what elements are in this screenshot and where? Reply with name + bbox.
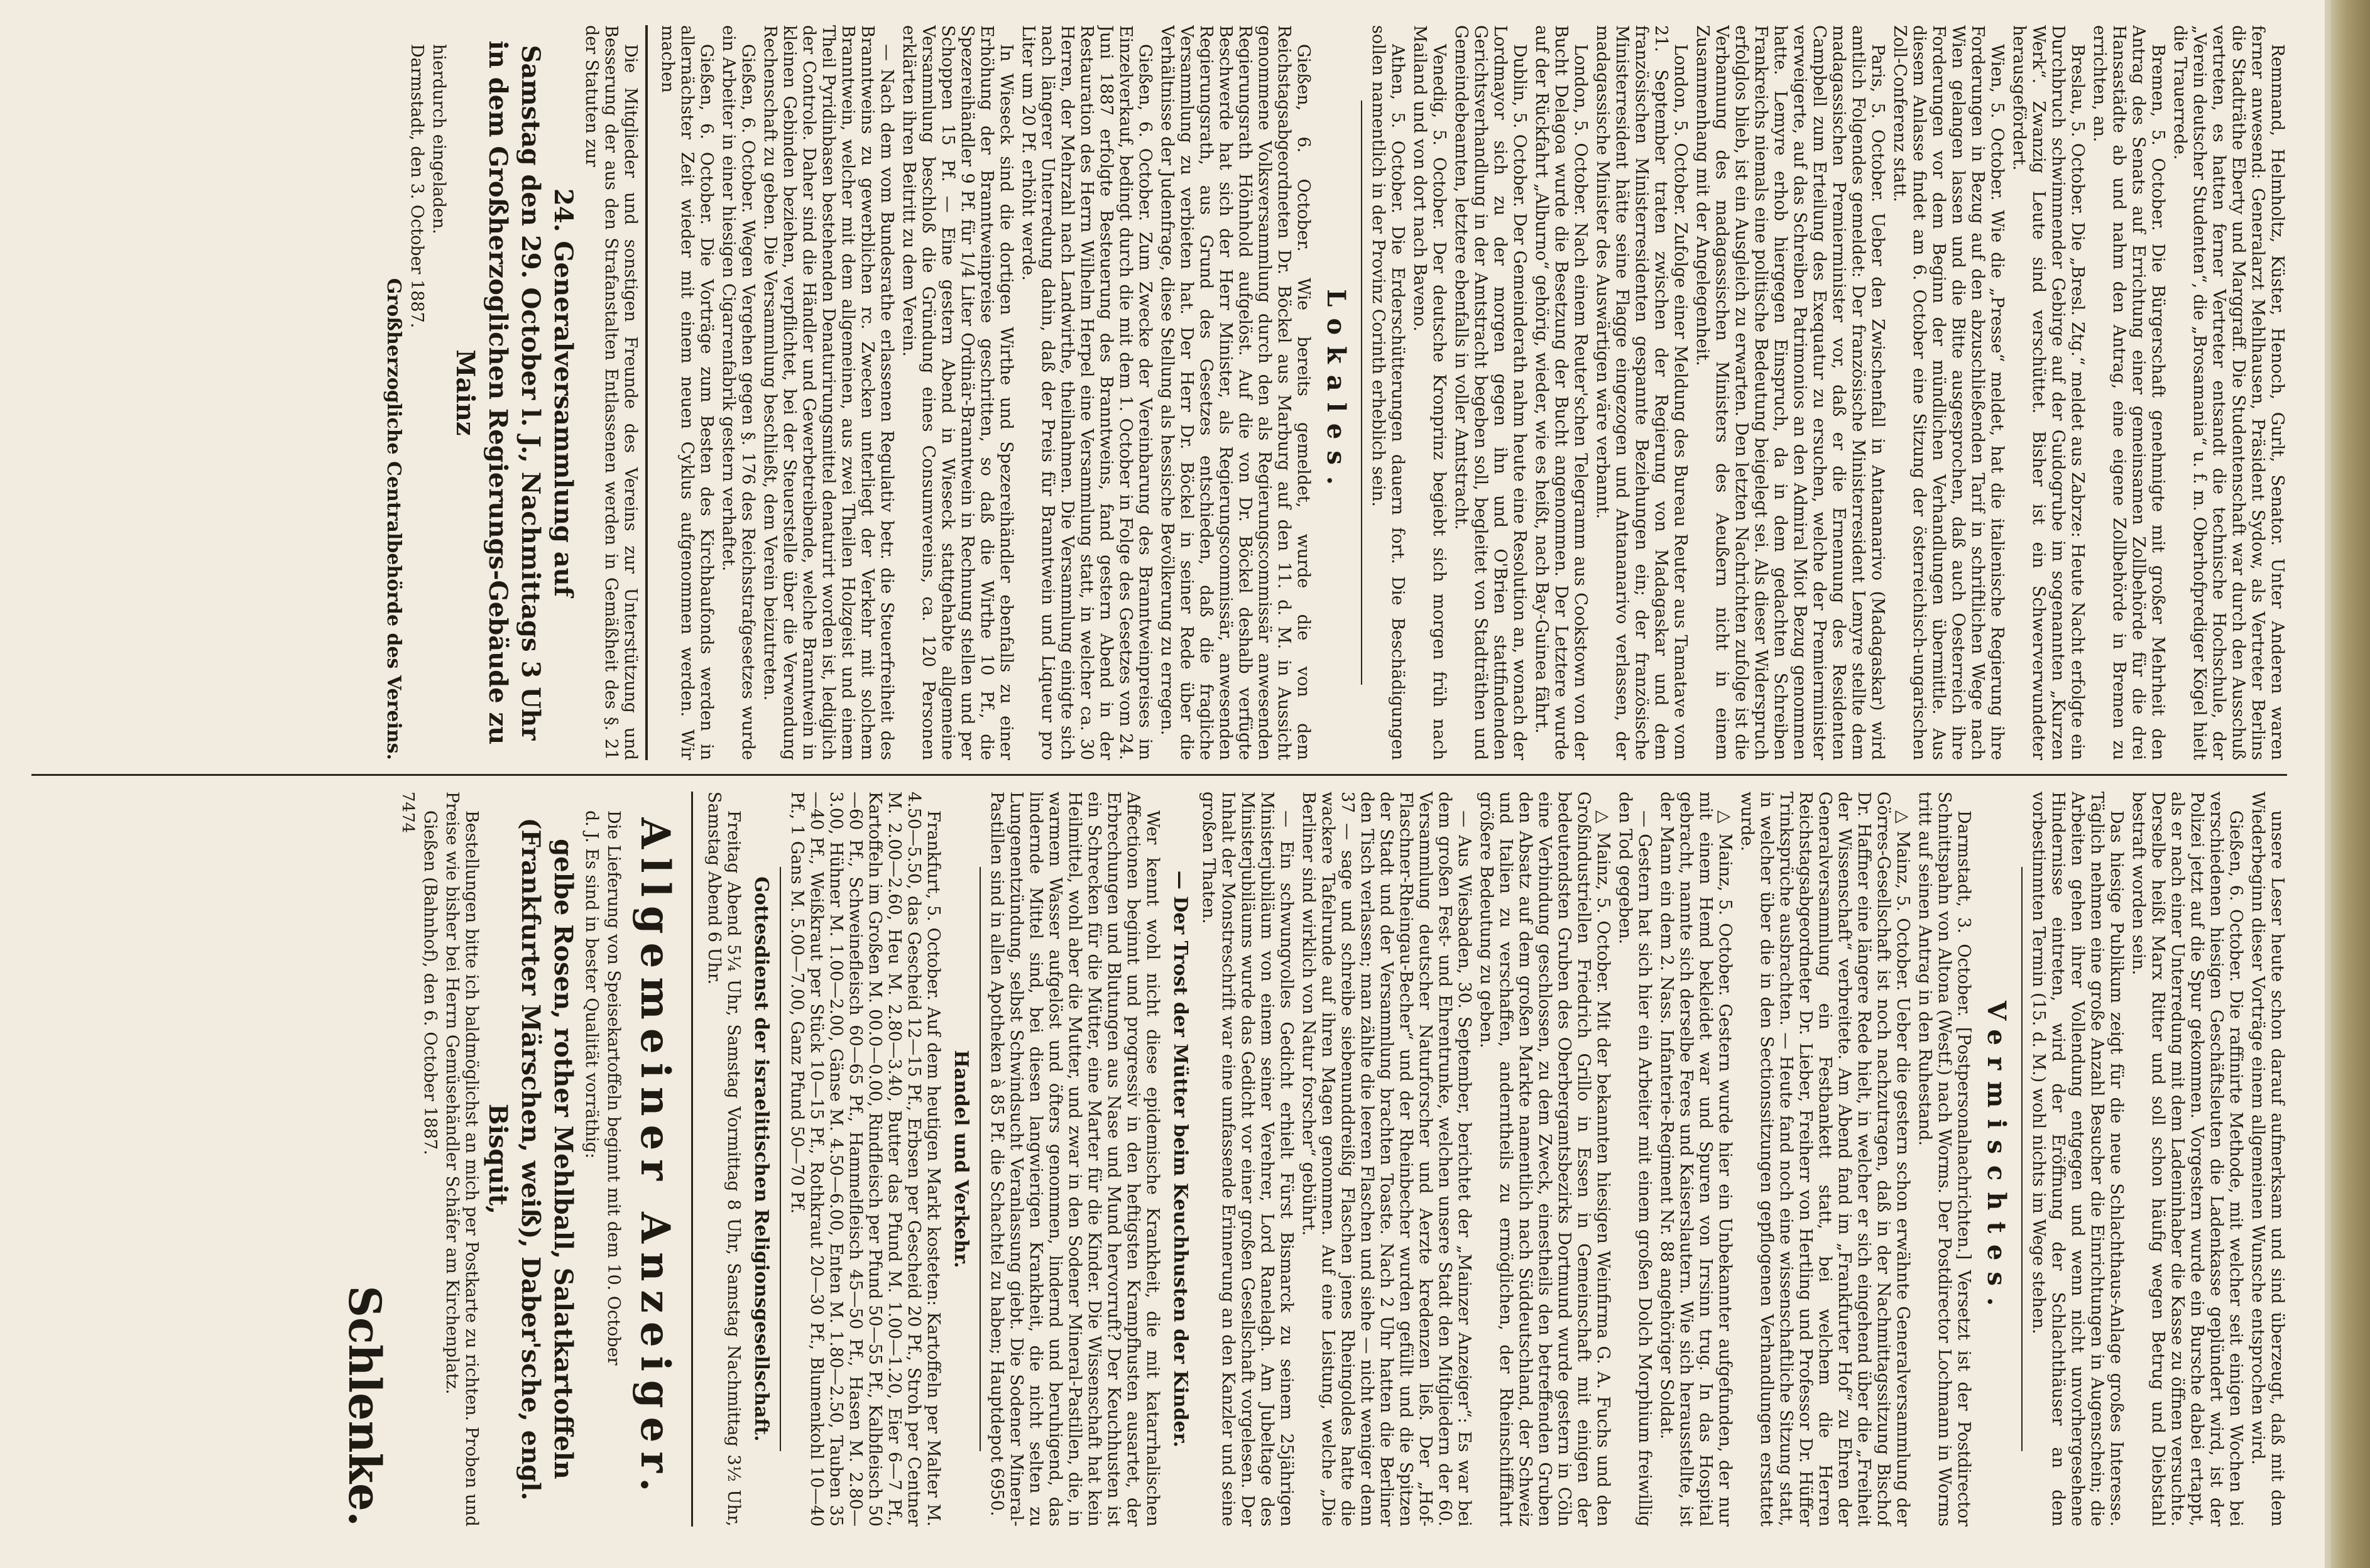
column-right bbox=[31, 792, 2287, 1527]
article-giessen-theft: Gießen, 6. October. Die raffinirte Methode, mit welcher seit einigen Wochen bei verschiedenen hiesigen Geschäftsleuten die Ladenkasse geplündert wird, ist der Polizei jetzt auf die Spur gekommen. Vorgestern wurde ein Bursche dabei ertappt, als er nach einer Unterredung mit dem Ladeninhaber die Kasse zu öffnen versuchte. Derselbe heißt Marx Ritter und soll schon häufig wegen Betrug und Diebstahl bestraft worden sein. bbox=[2129, 792, 2246, 1527]
article-mainz-3: — Gestern hat sich hier ein Arbeiter mit einem großen Dolch Morphium freiwillig den Tod gegeben. bbox=[1615, 792, 1654, 1527]
article-giessen-2: Gießen, 6. October. Zum Zwecke der Vereinbarung des Branntweinpreises im Einzelverkauf, bedingt durch die mit dem 1. October in Folge des Gesetzes vom 24. Juni 1887 erfolgte Besteuerung des Branntweins, fand gestern Abend in der Restauration des Herrn Wilhelm Herpel eine Versammlung statt, in welcher ca. 30 Herren, der Mehrzahl nach Landwirthe, theilnahmen. Die Versammlung einigte sich nach längerer Unterredung dahin, daß der Preis für Branntwein und Liqueur pro Liter um 20 Pf. erhöht werde. bbox=[1018, 25, 1155, 760]
article-venedig: Venedig, 5. October. Der deutsche Kronprinz begiebt sich morgen früh nach Mailand und von dort nach Baveno. bbox=[1410, 25, 1449, 760]
divider bbox=[980, 867, 981, 1451]
article-keuchhusten: Wer kennt wohl nicht diese epidemische Krankheit, die mit katarrhalischen Affectionen beginnt und progressiv in den heftigsten Krampfhusten ausartet, der Erbrechungen und Blutungen aus Nase und Mund hervorruft? Der Keuchhusten ist ein Schrecken für die Mütter, eine Marter für die Kinder. Die Wissenschaft hat kein Heilmittel, wohl aber die Mutter, und zwar in den Sodener Mineral-Pastillen, die, in warmem Wasser aufgelöst und öfters genommen, lindernd und beruhigend, das lindernde Mittel sind, bei diesen langwierigen Krankheit, die nicht selten zu Lungenentzündung, selbst Schwindsucht Veranlassung giebt. Die Sodener Mineral-Pastillen sind in allen Apotheken à 85 Pf. die Schachtel zu haben; Hauptdepot 6950. bbox=[987, 792, 1162, 1527]
column-left bbox=[31, 25, 2287, 760]
section-heading-anzeiger: Allgemeiner Anzeiger. bbox=[631, 817, 679, 1501]
notice-box bbox=[384, 25, 648, 760]
notice-signature: Großherzogliche Centralbehörde des Vereins. bbox=[383, 278, 405, 760]
ad-kartoffeln-order: Bestellungen bitte ich baldmöglichst an mich per Postkarte zu richten. Proben und Preise wie bisher bei Herrn Gemüsehändler Schäfer am Kirchenplatz. bbox=[442, 792, 481, 1527]
article-london-2: London, 5. October. Nach einem Reuter'schen Telegramm aus Cookstown von der Bucht Delagoa wurde die Besetzung der Bucht angenommen. Der Letztere wurde auf der Rückfahrt „Alburno“ gehörig, wieder, wie es heißt, nach Bay-Guinea fährt. bbox=[1532, 25, 1590, 760]
article-mainz-4: △ Mainz, 5. October. Mit der bekannten hiesigen Weinfirma G. A. Fuchs und den Großindustriellen Friedrich Grillo in Essen in Gemeinschaft mit einigen der bedeutendsten Gruben des Oberbergamtsbezirks Dortmund wurde gestern in Cöln eine Verbindung geschlossen, zu dem Zweck, einestheils den betreffenden Gruben den Absatz auf dem großen Markte namentlich nach Süddeutschland, der Schweiz und Italien zu verschaffen, anderntheils zu ermöglichen, der Rheinschifffahrt größere Bedeutung zu geben. bbox=[1477, 792, 1613, 1527]
article-bremen: Bremen, 5. October. Die Bürgerschaft genehmigte mit großer Mehrheit den Antrag des Senats auf Errichtung einer gemeinsamen Zollbehörde für die drei Hansastädte ab und nahm den Antrag, eine eigene Zollbehörde in Bremen zu errichten, an. bbox=[2090, 25, 2168, 760]
article-breslau: Breslau, 5. October. Die „Bresl. Ztg.“ meldet aus Zabrze: Heute Nacht erfolgte ein Durchbruch schwimmender Gebirge auf der Guidogrube im sogenannten „Kurzen Werk“. Zwanzig Leute sind verschüttet. Bisher ist ein Schwerverwundeter herausgefördert. bbox=[2009, 25, 2087, 760]
ad-dateline: Gießen (Bahnhof), den 6. October 1887. bbox=[420, 810, 440, 1155]
article-giessen-1: Gießen, 6. October. Wie bereits gemeldet, wurde die von dem Reichstagsabgeordneten Dr. Böckel aus Marburg auf den 11. d. M. in Aussicht genommene Volksversammlung durch den als Regierungscommissär anwesenden Regierungsrath Höhnhold aufgelöst. Auf die von Dr. Böckel deshalb verfügte Beschwerde hat sich der Herr Minister, als Regierungscommissär, anwesenden Regierungsrath, aus Grund des Gesetzes entschieden, daß die fragliche Versammlung zu verbieten hat. Der Herr Dr. Böckel in seiner Rede über die Verhältnisse der Judenfrage, diese Stellung als hessische Bevölkerung zu erregen. bbox=[1157, 25, 1313, 760]
notice-invitation: hierdurch eingeladen. bbox=[429, 44, 449, 234]
notice-text: Die Mitglieder und sonstigen Freunde des Vereins zur Unterstützung und Besserung der aus den Strafanstalten Entlassenen werden in Gemäßheit des §. 21 der Statuten zur bbox=[582, 25, 640, 760]
ad-kartoffeln-varieties: gelbe Rosen, rother Mehlball, Salatkartoffeln (Frankfurter Märschen, weiß), Daber'sche, engl. Bisquit, bbox=[483, 817, 578, 1501]
gottesdienst-times: Freitag Abend 5¼ Uhr, Samstag Vormittag 8 Uhr, Samstag Nachmittag 3½ Uhr, Samstag Abend 6 Uhr. bbox=[704, 792, 743, 1527]
notice-location: in dem Großherzoglichen Regierungs-Gebäude zu Mainz bbox=[451, 40, 513, 745]
ad-signature: Schlenke. bbox=[339, 1285, 391, 1527]
article-berlin-funeral: Remmand, Helmholtz, Küster, Henoch, Gurlt, Senator. Unter Anderen waren ferner anwesend: Generalarzt Mehlhausen, Präsident Sydow, als Vertreter Berlins die Stadträthe Eberty und Marggraff. Die Studentenschaft war durch den Ausschuß vertreten, es hatten ferner Vertreter entsandt die technische Hochschule, der „Verein deutscher Studenten“, die „Brosamania“ u. f. m. Oberhofprediger Kögel hielt die Trauerrede. bbox=[2170, 25, 2287, 760]
page-binding-edge bbox=[2331, 0, 2370, 1568]
divider-thick bbox=[691, 792, 693, 1527]
notice-dateline: Darmstadt, den 3. October 1887. bbox=[407, 44, 427, 329]
article-bismarck: — Ein schwungvolles Gedicht erhielt Fürst Bismarck zu seinem 25jährigen Ministerjubiläum von einem seiner Verehrer, Lord Ranelagh. Am Jubeltage des Ministerjubiläums wurde das Gedicht vor einer großen Gesellschaft vorgelesen. Der Inhalt der Monstreschrift war eine umfassende Erinnerung an den Kanzler und seine großen Thaten. bbox=[1199, 792, 1296, 1527]
article-mainz-2: △ Mainz, 5. October. Gestern wurde hier ein Unbekannter aufgefunden, der nur mit einem Hemd bekleidet war und Spuren von Irrsinn trug. In das Hospital gebracht, nannte sich derselbe Feres und Kaiserslautern. Wie sich herausstellte, ist der Mann ein dem 2. Nass. Infanterie-Regiment Nr. 88 angehöriger Soldat. bbox=[1657, 792, 1735, 1527]
article-paris: Paris, 5. October. Ueber den Zwischenfall in Antananarivo (Madagaskar) wird amtlich Folgendes gemeldet: Der französische Ministerresident Lemyre stellte dem madagassischen Premierminister vor, daß er die Ernennung des Residenten Campbell zum Erteilung des Exequatur zu ersuchen, welche der Premierminister verweigerte, auf das Schreiben Patrimonios an den Admiral Miot Bezug genommen hatte. Lemyre erhob hiergegen Einspruch, da in dem gedachten Schreiben Frankreichs niemals eine politische Bedeutung beigelegt sei. Als dieser Widerspruch erfolglos blieb, ist ein Ausgleich zu erwarten. Den letzten Nachrichten zufolge ist die Verbannung des madagassischen Ministers des Aeußern nicht in einem Zusammenhang mit der Angelegenheit. bbox=[1693, 25, 1887, 760]
article-branntwein: — Nach dem vom Bundesrathe erlassenen Regulativ betr. die Steuerfreiheit des Branntweins zu gewerblichen rc. Zwecken unterliegt der Verkehr mit solchem Branntwein, welcher mit dem allgemeinen, aus zwei Theilen Holzgeist und einem Theil Pyridinbasen bestehenden Denaturirungsmittel denaturirt worden ist, lediglich der Controle. Daher sind die Händler und Gewerbetreibende, welche Branntwein in kleinen Gebinden beziehen, verpflichtet, bei der Steuerstelle über die Verwendung Rechenschaft zu geben. Die Versammlung beschließt, dem Verein beizutreten. bbox=[760, 25, 897, 760]
column-divider bbox=[31, 774, 2287, 776]
divider bbox=[780, 867, 781, 1451]
section-heading-lokales: Lokales. bbox=[1321, 289, 1351, 496]
article-darmstadt: Darmstadt, 3. October. [Postpersonalnachrichten.] Versetzt ist der Postdirector Schnittspahn von Altona (Westf.) nach Worms. Der Postdirector Lochmann in Worms tritt auf seinen Antrag in den Ruhestand. bbox=[1915, 792, 1974, 1527]
article-dublin: Dublin, 5. October. Der Gemeinderath nahm heute eine Resolution an, wonach der Lordmayor sich zu der morgen gegen ihn und O'Brien stattfindenden Gerichtsverhandlung in der Amtstracht begeben soll, begleitet von Stadträthen und Gemeindebeamten, letztere ebenfalls in voller Amtstracht. bbox=[1451, 25, 1529, 760]
section-heading-gottesdienst: Gottesdienst der israelitischen Religionsgesellschaft. bbox=[750, 876, 772, 1442]
article-schlachthaus: Das hiesige Publikum zeigt für die neue Schlachthaus-Anlage großes Interesse. Täglich nehmen eine große Anzahl Besucher die Einrichtungen in Augenschein; die Arbeiten gehen ihrer Vollendung entgegen und wenn nicht unvorhergesehene Hindernisse eintreten, wird der Eröffnung der Schlachthäuser an dem vorbestimmten Termin (15. d. M.) wohl nichts im Wege stehen. bbox=[2029, 792, 2126, 1527]
notice-date-time: Samstag den 29. October l. J., Nachmittags 3 Uhr bbox=[516, 45, 545, 741]
notice-assembly: 24. Generalversammlung auf bbox=[549, 188, 578, 597]
article-athen: Athen, 5. October. Die Erderschütterungen dauern fort. Die Beschädigungen sollen namentlich in der Provinz Corinth erheblich sein. bbox=[1368, 25, 1407, 760]
article-london: London, 5. October. Zufolge einer Meldung des Bureau Reuter aus Tamatave vom 21. September traten zwischen der Regierung von Madagaskar und dem französischen Ministerresidenten gespannte Beziehungen ein; der französische Ministerresident hätte seine Flagge eingezogen und Antananarivo verlassen, der madagassische Minister des Auswärtigen wäre verbannt. bbox=[1593, 25, 1690, 760]
article-wiesbaden: — Aus Wiesbaden, 30. September, berichtet der „Mainzer Anzeiger“: Es war bei dem großen Fest- und Ehrentrunke, welchen unsere Stadt den Mitgliedern der 60. Versammlung deutscher Naturforscher und Aerzte kredenzen ließ. Der „Hof-Flaschner-Rheingau-Becher“ und der Rheinbecher wurden gefüllt und die Spitzen der Stadt und der Versammlung brachten Toaste. Nach 2 Uhr hatten die Berliner den Tisch verlassen; man zählte die leeren Flaschen und siehe — nicht weniger denn 37 — sage und schreibe siebenunddreißig Flaschen jenes Rheingoldes hatte die wackere Tafelrunde auf ihren Magen genommen. Auf eine Leistung, welche „Die Berliner sind wirklich von Natur forscher“ gebührt. bbox=[1299, 792, 1474, 1527]
ad-kartoffeln-text: Die Lieferung von Speisekartoffeln beginnt mit dem 10. October bbox=[604, 810, 623, 1366]
divider bbox=[1361, 101, 1362, 685]
divider bbox=[2021, 867, 2023, 1451]
article-mainz-1: △ Mainz, 5. October. Ueber die gestern schon erwähnte Generalversammlung der Görres-Gesellschaft ist noch nachzutragen, daß in der Nachmittagssitzung Bischof Dr. Haffner eine längere Rede hielt, in welcher er sich eingehend über die „Freiheit der Wissenschaft“ verbreitete. Am Abend fand im „Frankfurter Hof“ zu Ehren der Generalversammlung ein Festbankett statt, bei welchem die Herren Reichstagsabgeordneter Dr. Lieber, Freiherr von Hertling und Professor Dr. Hüffer Trinksprüche ausbrachten. — Heute fand noch eine wissenschaftliche Sitzung statt, in welcher über die in den Sectionssitzungen gepflogenen Verhandlungen erstattet wurde. bbox=[1737, 792, 1913, 1527]
section-heading-handel: Handel und Verkehr. bbox=[950, 1050, 972, 1268]
ad-kartoffeln-lead: d. J. Es sind in bester Qualität vorräthig: bbox=[582, 810, 601, 1159]
ad-number: 7474 bbox=[398, 792, 417, 834]
section-heading-vermischtes: Vermischtes. bbox=[1982, 1001, 2011, 1317]
article-wieseck: In Wieseck sind die dortigen Wirthe und Spezereihändler ebenfalls zu einer Erhöhung der Branntweinpreise geschritten, so daß die Wirthe 10 Pf., die Spezereihändler 9 Pf. für 1/4 Liter Ordinär-Branntwein in Rechnung stellen und per Schoppen 15 Pf. — Eine gestern Abend in Wieseck stattgehabte allgemeine Versammlung beschloß die Gründung eines Consumvereins, ca. 120 Personen erklärten ihren Beitritt zu dem Verein. bbox=[899, 25, 1016, 760]
article-heading-keuchhusten: — Der Trost der Mütter beim Keuchhusten der Kinder. bbox=[1169, 870, 1191, 1448]
article-wien: Wien, 5. October. Wie die „Presse“ meldet, hat die italienische Regierung ihre Forderungen in Bezug auf den abzuschließenden Tarif in schriftlichen Wege nach Wien gelangen lassen und die Bitte ausgesprochen, daß auch Oesterreich ihre Forderungen vor dem Beginn der mündlichen Verhandlungen übermittle. Aus diesem Anlasse findet am 6. October eine Sitzung der österreichisch-ungarischen Zoll-Conferenz statt. bbox=[1890, 25, 2007, 760]
article-giessen-6: Gießen, 6. October. Die Vorträge zum Besten des Kirchbaufonds werden in allernächster Zeit wieder mit einem neuen Cyklus aufgenommen werden. Wir machen bbox=[658, 25, 716, 760]
article-giessen-5: Gießen, 6. October. Wegen Vergehen gegen §. 176 des Reichsstrafgesetzes wurde ein Arbeiter in einer hiesigen Cigarrenfabrik gestern verhaftet. bbox=[719, 25, 758, 760]
article-continuation: unsere Leser heute schon darauf aufmerksam und sind überzeugt, daß mit dem Wiederbeginn dieser Vorträge einem allgemeinen Wunsche entsprochen wird. bbox=[2248, 792, 2287, 1527]
article-frankfurt-market: Frankfurt, 5. October. Auf dem heutigen Markt kosteten: Kartoffeln per Malter M. 4.50—5.50, das Gescheid 12—15 Pf., Erbsen per Gescheid 20 Pf., Stroh per Centner M. 2.00—2.60, Heu M. 2.80—3.40, Butter das Pfund M. 1.00—1.20, Eier 6—7 Pf., Kartoffeln im Großen M. 00.0—0.00, Rindfleisch per Pfund 50—55 Pf., Kalbfleisch 50—60 Pf., Schweinefleisch 60—65 Pf., Hammelfleisch 45—50 Pf., Hasen M. 2.80—3.00, Hühner M. 1.00—2.00, Gänse M. 4.50—6.00, Enten M. 1.80—2.50, Tauben 35—40 Pf., Weißkraut per Stück 10—15 Pf., Rothkraut 20—30 Pf., Blumenkohl 10—40 Pf., 1 Gans M. 5.00—7.00, Ganz Pfund 50—70 Pf. bbox=[787, 792, 943, 1527]
